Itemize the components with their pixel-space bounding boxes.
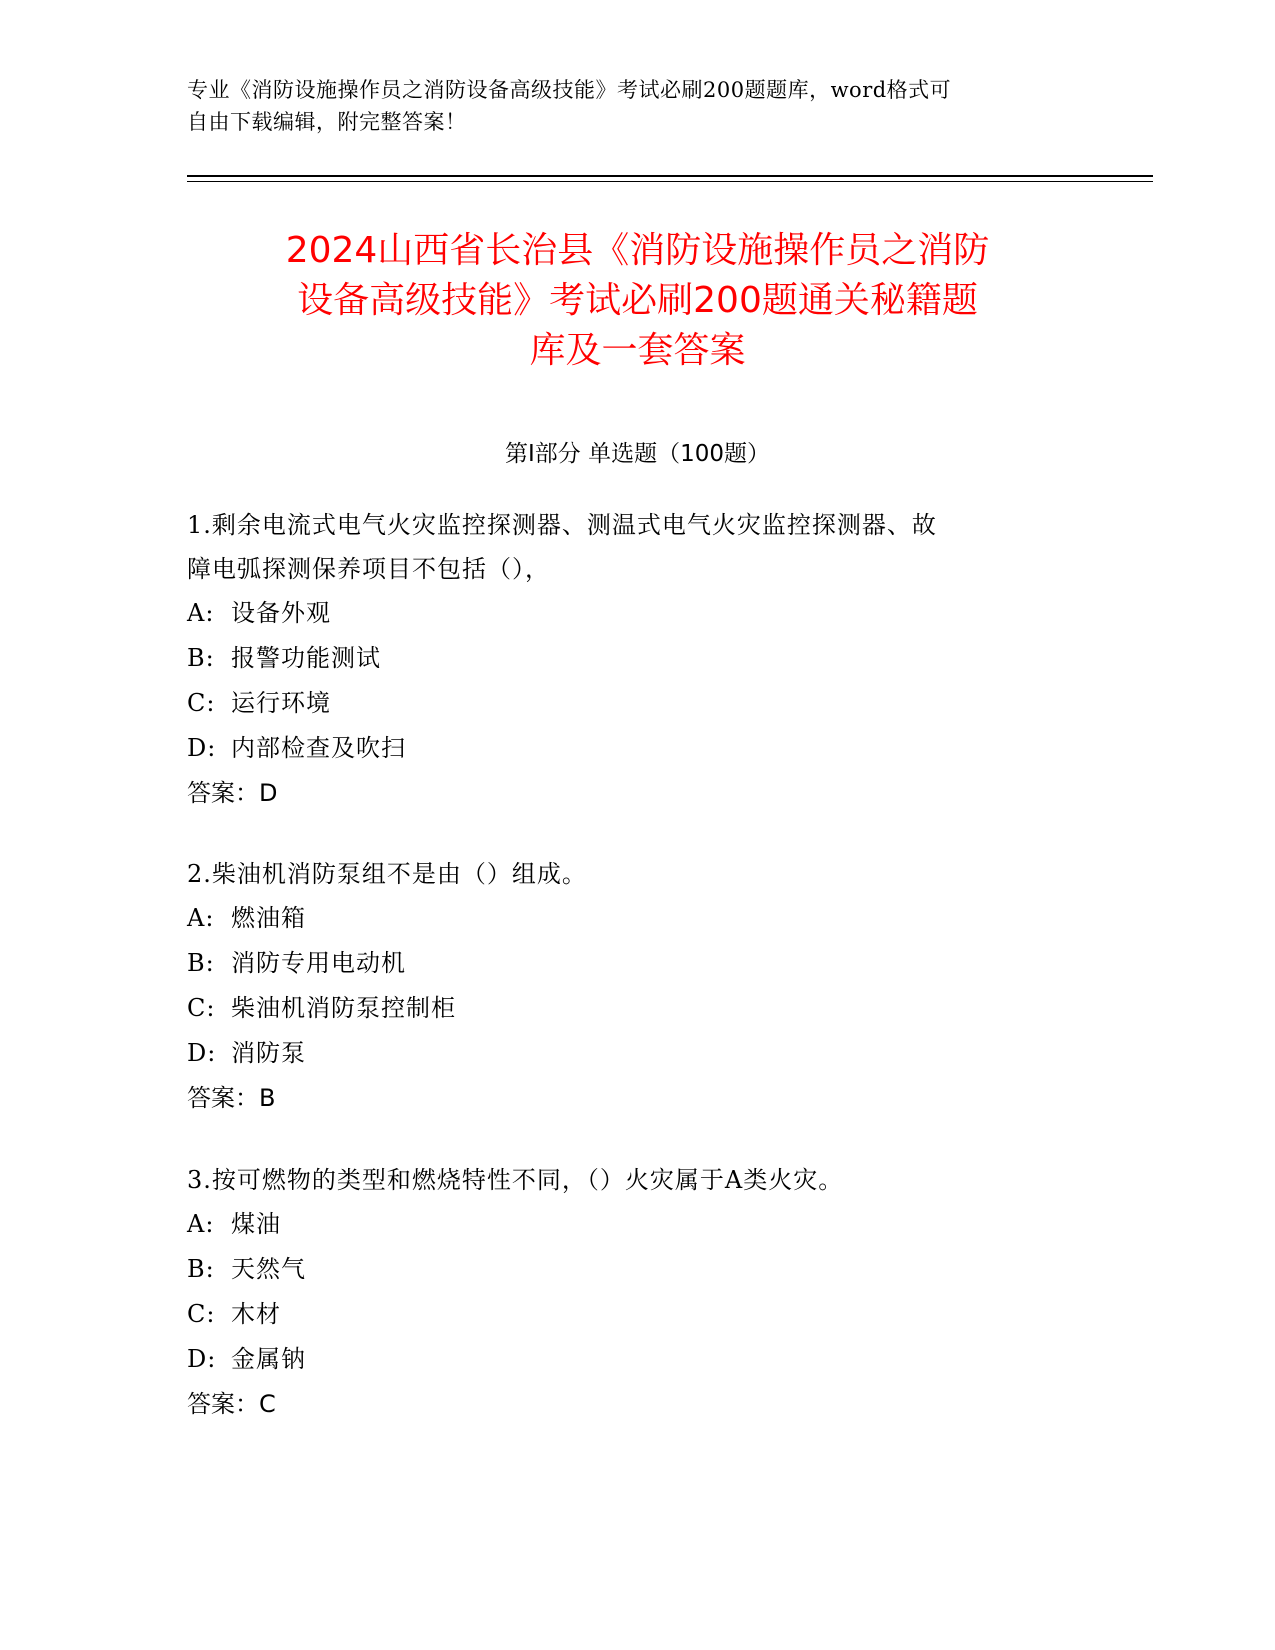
option-b — [187, 1247, 1067, 1292]
answer: 答案：C — [187, 1390, 276, 1418]
header-divider-thick — [187, 175, 1153, 177]
question-1 — [187, 503, 1067, 816]
option-c — [187, 1292, 1067, 1337]
answer: 答案：D — [187, 779, 278, 807]
option-letter: B: — [187, 949, 215, 977]
option-text: 设备外观 — [231, 599, 331, 627]
section-heading: 第I部分 单选题（100题） — [505, 441, 770, 467]
option-d — [187, 1337, 1067, 1382]
question-stem-line: 2.柴油机消防泵组不是由（）组成。 — [187, 860, 587, 888]
header-note-line1: 专业《消防设施操作员之消防设备高级技能》考试必刷200题题库，word格式可 — [187, 78, 952, 102]
header-divider-thin — [187, 181, 1153, 182]
option-text: 消防泵 — [231, 1039, 306, 1067]
option-letter: B: — [187, 644, 215, 672]
option-letter: A: — [187, 904, 215, 932]
option-c — [187, 986, 1067, 1031]
option-text: 天然气 — [231, 1255, 306, 1283]
option-text: 柴油机消防泵控制柜 — [231, 994, 456, 1022]
option-text: 金属钠 — [231, 1345, 306, 1373]
option-text: 木材 — [231, 1300, 281, 1328]
question-3 — [187, 1158, 1067, 1427]
option-a — [187, 896, 1067, 941]
question-stem-line: 3.按可燃物的类型和燃烧特性不同，（）火灾属于A类火灾。 — [187, 1166, 844, 1194]
question-stem — [187, 1158, 1067, 1202]
option-letter: C: — [187, 994, 216, 1022]
option-text: 报警功能测试 — [231, 644, 381, 672]
option-letter: D: — [187, 1039, 217, 1067]
option-text: 运行环境 — [231, 689, 331, 717]
option-b — [187, 636, 1067, 681]
option-text: 内部检查及吹扫 — [231, 734, 406, 762]
header-note — [187, 74, 1067, 138]
option-d — [187, 1031, 1067, 1076]
header-note-line2: 自由下载编辑，附完整答案！ — [187, 110, 467, 134]
option-letter: A: — [187, 1210, 215, 1238]
option-text: 消防专用电动机 — [231, 949, 406, 977]
option-a — [187, 591, 1067, 636]
option-letter: B: — [187, 1255, 215, 1283]
answer: 答案：B — [187, 1084, 276, 1112]
option-c — [187, 681, 1067, 726]
option-text: 燃油箱 — [231, 904, 306, 932]
option-letter: A: — [187, 599, 215, 627]
option-text: 煤油 — [231, 1210, 281, 1238]
question-stem-line: 1.剩余电流式电气火灾监控探测器、测温式电气火灾监控探测器、故 — [187, 511, 937, 539]
option-letter: D: — [187, 1345, 217, 1373]
option-d — [187, 726, 1067, 771]
option-letter: C: — [187, 1300, 216, 1328]
document-title — [180, 226, 1095, 376]
title-line2: 设备高级技能》考试必刷200题通关秘籍题 — [297, 280, 978, 321]
question-stem-line: 障电弧探测保养项目不包括（）， — [187, 555, 550, 583]
option-a — [187, 1202, 1067, 1247]
question-2 — [187, 852, 1067, 1121]
title-line3: 库及一套答案 — [529, 330, 746, 371]
question-stem — [187, 852, 1067, 896]
option-letter: C: — [187, 689, 216, 717]
option-b — [187, 941, 1067, 986]
title-line1: 2024山西省长治县《消防设施操作员之消防 — [285, 230, 990, 271]
question-stem — [187, 503, 1067, 591]
option-letter: D: — [187, 734, 217, 762]
